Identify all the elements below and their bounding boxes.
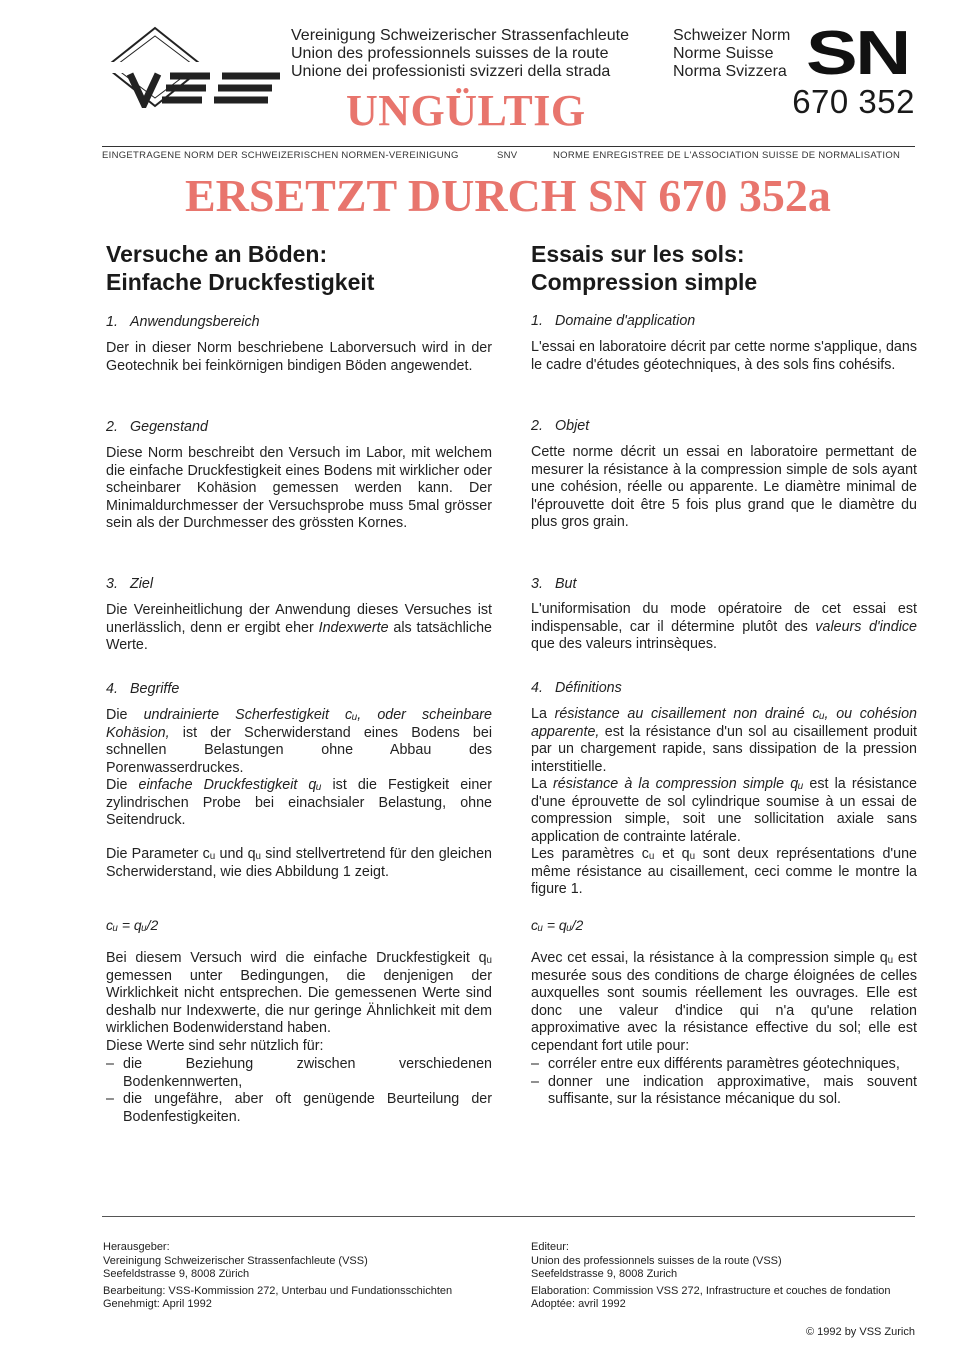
norm-label-it: Norma Svizzera (673, 63, 787, 80)
publisher-info-fr (531, 1241, 891, 1312)
german-column (106, 0, 492, 1372)
text-run: ist die Festigkeit einer zylindrischen Probe bei einachsialer Belastung, ohne Seitendruck. (106, 777, 492, 829)
text-run: La (531, 776, 554, 792)
section-heading (106, 314, 260, 332)
section-heading (106, 681, 179, 699)
page-title-de (106, 240, 374, 296)
org-name-it: Unione dei professionisti svizzeri della strada (291, 63, 611, 80)
paragraph: Les paramètres cᵤ et qᵤ sont deux représentations d'une même résistance au cisaillement, ceci comme le montre la figure 1. (531, 846, 917, 898)
paragraph: Diese Norm beschreibt den Versuch im Labor, mit welchem die einfache Druckfestigkeit eines Bodens mit wirklicher oder scheinbarer Kohäsion gemessen werden kann. Der Minimaldurchmesser der Versuchsprobe muss 5mal grösser sein als der Durchmesser des grössten Kornes. (106, 445, 492, 532)
paragraph (531, 706, 917, 776)
section-title: Définitions (555, 680, 622, 696)
list-item: – die Beziehung zwischen verschiedenen Bodenkennwerten, (106, 1056, 492, 1091)
norm-label-fr: Norme Suisse (673, 45, 774, 62)
paragraph (531, 776, 917, 846)
section-number: 3. (106, 576, 118, 592)
emphasis: Indexwerte (318, 619, 389, 636)
paragraph: Die Parameter cᵤ und qᵤ sind stellvertretend für den gleichen Scherwiderstand, wie dies Abbildung 1 zeigt. (106, 846, 492, 880)
footer-line: Genehmigt: April 1992 (103, 1298, 212, 1310)
sn-logo: SN (806, 19, 909, 88)
footer-line: Editeur: (531, 1241, 569, 1253)
formula: cᵤ = qᵤ/2 (106, 917, 159, 933)
title-fr-line2: Compression simple (531, 269, 758, 295)
page-title-fr (531, 240, 757, 296)
paragraph: Cette norme décrit un essai en laboratoire permettant de mesurer la résistance à la compression simple de sols ayant une cohésion, réelle ou apparente. Le diamètre minimal de l'éprouvette doit être 5 fois plus grand que le diamètre du plus gros grain. (531, 444, 917, 531)
org-name-de: Vereinigung Schweizerischer Strassenfachleute (291, 27, 629, 44)
paragraph: Der in dieser Norm beschriebene Laborversuch wird in der Geotechnik bei feinkörnigen bindigen Böden angewendet. (106, 340, 492, 374)
section-number: 2. (531, 418, 543, 434)
publisher-info-de (103, 1241, 463, 1312)
emphasis: undrainierte Scherfestigkeit cᵤ, oder scheinbare Kohäsion, (106, 707, 492, 741)
section-number: 3. (531, 576, 543, 592)
norm-number: 670 352 (792, 83, 915, 120)
registered-norm-fr: NORME ENREGISTREE DE L'ASSOCIATION SUISSE DE NORMALISATION (553, 150, 901, 161)
list-item: – corréler entre eux différents paramètres géotechniques, (531, 1056, 917, 1074)
section-title: Begriffe (130, 681, 180, 697)
list-item: – die ungefähre, aber oft genügende Beurteilung der Bodenfestigkeiten. (106, 1091, 492, 1126)
section-heading (106, 576, 153, 594)
footer-line: Elaboration: Commission VSS 272, Infrastructure et couches de fondation (531, 1284, 891, 1297)
emphasis: résistance au cisaillement non drainé cᵤ, ou cohésion apparente, (531, 706, 918, 740)
section-number: 4. (531, 680, 543, 696)
list-item: – donner une indication approximative, mais souvent suffisante, sur la résistance mécanique du sol. (531, 1074, 917, 1109)
registered-norm-de: EINGETRAGENE NORM DER SCHWEIZERISCHEN NORMEN-VEREINIGUNG (102, 150, 459, 161)
text-run: est la résistance d'un sol au cisaillement produit par un chargement rapide, sans dissipation de la pression interstitielle. (531, 723, 917, 775)
text-run: que des valeurs intrinsèques. (531, 636, 717, 653)
text-run: Die (106, 777, 139, 793)
section-number: 1. (106, 314, 118, 330)
footer-divider (102, 1216, 915, 1217)
section-title: Objet (555, 418, 590, 434)
text-run: Die Vereinheitlichung der Anwendung dieses Versuches ist unerlässlich, denn er ergibt eher (106, 602, 492, 636)
stamp-replaced-by: ERSETZT DURCH SN 670 352a (185, 170, 831, 221)
text-run: est la résistance d'une éprouvette de sol cylindrique soumise à un essai de compression simple, soit une sollicitation axiale sans application de contrainte latérale. (531, 776, 917, 845)
paragraph: Bei diesem Versuch wird die einfache Druckfestigkeit qᵤ gemessen unter Bedingungen, die denjenigen der Wirklichkeit nicht entsprechen. Die gemessenen Werte sind deshalb nur Indexwerte, die nur geringe Ähnlichkeit mit dem wirklichen Bodenwiderstand haben. (106, 950, 492, 1037)
copyright: © 1992 by VSS Zurich (806, 1326, 915, 1338)
text-run: L'uniformisation du mode opératoire de cet essai est indispensable, car il détermine plutôt des (531, 601, 917, 635)
text-run: La (531, 706, 555, 722)
bullet-list (106, 1056, 492, 1126)
stamp-invalid: UNGÜLTIG (346, 86, 586, 135)
section-number: 2. (106, 419, 118, 435)
section-heading (531, 680, 622, 698)
footer-line: Herausgeber: (103, 1241, 170, 1253)
section-number: 4. (106, 681, 118, 697)
formula: cᵤ = qᵤ/2 (531, 917, 584, 933)
emphasis: einfache Druckfestigkeit qᵤ (138, 777, 322, 793)
paragraph: Diese Werte sind sehr nützlich für: (106, 1038, 324, 1054)
french-column (531, 0, 917, 1372)
footer-line: Seefeldstrasse 9, 8008 Zurich (531, 1268, 678, 1280)
section-heading (531, 576, 576, 594)
section-heading (531, 313, 695, 331)
section-title: Domaine d'application (555, 313, 696, 329)
section-heading (106, 419, 208, 437)
paragraph (531, 601, 917, 654)
section-heading (531, 418, 589, 436)
title-fr-line1: Essais sur les sols: (531, 241, 745, 267)
section-title: Anwendungsbereich (130, 314, 260, 330)
title-de-line2: Einfache Druckfestigkeit (106, 269, 375, 295)
snv-label: SNV (497, 150, 518, 161)
footer-line: Adoptée: avril 1992 (531, 1298, 626, 1310)
section-title: Gegenstand (130, 419, 208, 435)
paragraph (106, 602, 492, 655)
emphasis: valeurs d'indice (815, 618, 917, 635)
text-run: als tatsächliche Werte. (106, 619, 492, 654)
paragraph (106, 707, 492, 777)
text-run: ist der Scherwiderstand eines Bodens bei schnellen Belastungen ohne Abbau des Porenwasserdruckes. (106, 724, 492, 776)
emphasis: résistance à la compression simple qᵤ (553, 776, 804, 792)
text-run: Die (106, 707, 144, 723)
paragraph (106, 777, 492, 830)
bullet-list (531, 1056, 917, 1109)
section-title: Ziel (130, 576, 154, 592)
section-number: 1. (531, 313, 543, 329)
footer-line: Union des professionnels suisses de la route (VSS) (531, 1254, 782, 1267)
paragraph: L'essai en laboratoire décrit par cette norme s'applique, dans le cadre d'études géotechniques, à des sols fins cohésifs. (531, 339, 917, 373)
footer-line: Bearbeitung: VSS-Kommission 272, Unterbau und Fundationsschichten (103, 1284, 453, 1297)
footer-line: Vereinigung Schweizerischer Strassenfachleute (VSS) (103, 1254, 368, 1267)
org-name-fr: Union des professionnels suisses de la route (291, 45, 609, 62)
footer-line: Seefeldstrasse 9, 8008 Zürich (103, 1268, 250, 1280)
section-title: But (555, 576, 577, 592)
paragraph: Avec cet essai, la résistance à la compression simple qᵤ est mesurée sous des conditions de charge éloignées de celles auxquelles sont soumis réellement les ouvrages. Elle est donc une valeur d'indice qui n'a qu'une relation approximative avec la résistance effective du sol; elle est cependant fort utile pour: (531, 950, 917, 1054)
title-de-line1: Versuche an Böden: (106, 241, 328, 267)
norm-label-de: Schweizer Norm (673, 27, 791, 44)
